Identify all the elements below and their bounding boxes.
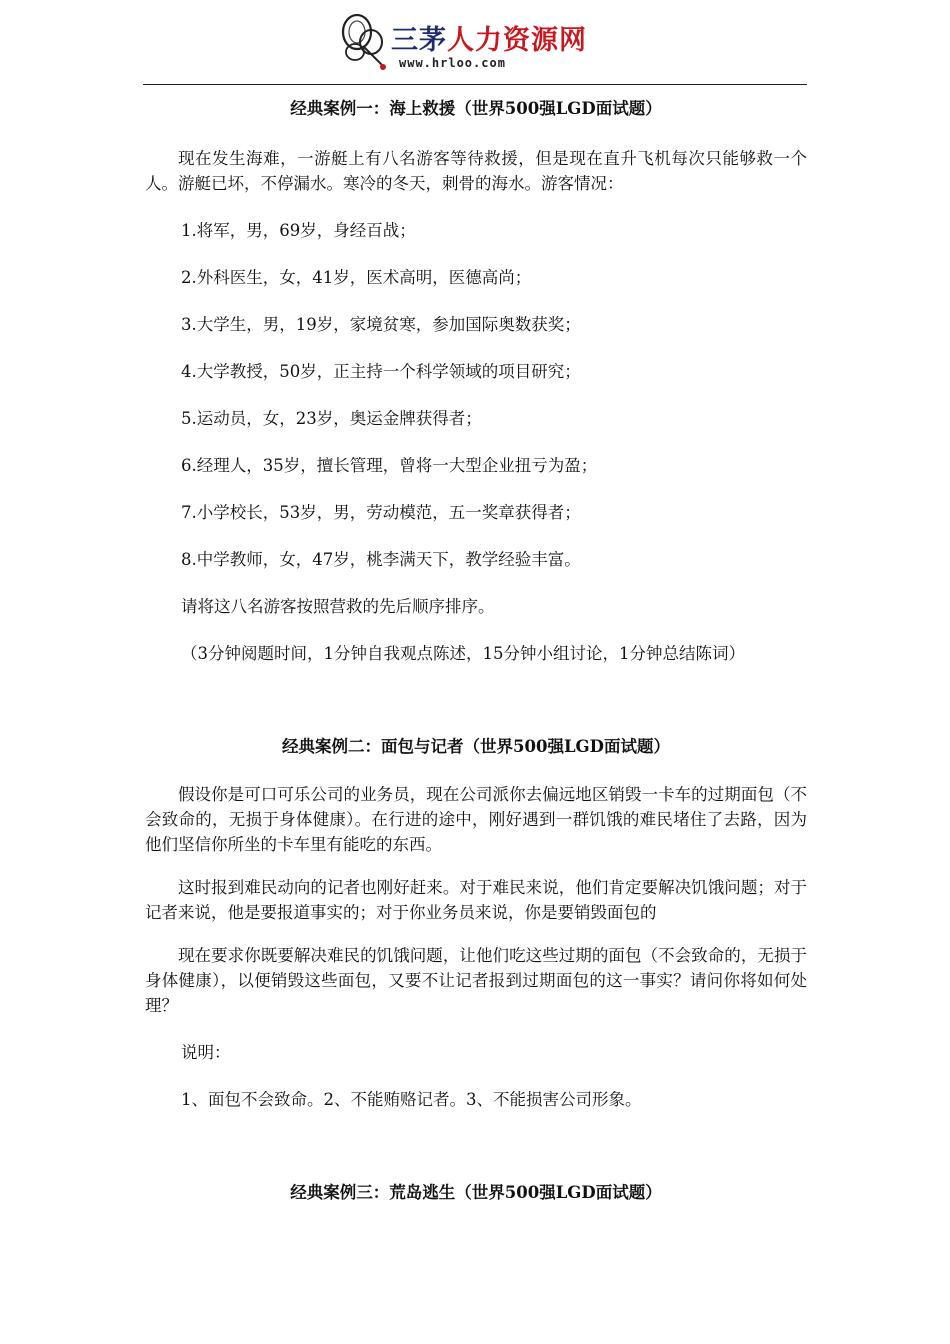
case2-note-text: 1、面包不会致命。2、不能贿赂记者。3、不能损害公司形象。: [181, 1090, 642, 1109]
logo-title: [391, 18, 587, 57]
logo-title-part2: 人力资源网: [447, 25, 587, 56]
case1-item: 5.运动员，女，23岁，奥运金牌获得者；: [181, 409, 482, 428]
header-divider: [143, 84, 807, 85]
case1-time-note: （3分钟阅题时间，1分钟自我观点陈述，15分钟小组讨论，1分钟总结陈词）: [181, 644, 745, 663]
case1-question: 请将这八名游客按照营救的先后顺序排序。: [181, 597, 495, 616]
case3-title: 经典案例三：荒岛逃生（世界500强LGD面试题）: [290, 1183, 662, 1202]
site-logo[interactable]: [335, 12, 625, 74]
case1-item: 3.大学生，男，19岁，家境贫寒，参加国际奥数获奖；: [181, 315, 581, 334]
page-header: [0, 0, 950, 86]
document-body: [145, 94, 807, 1208]
case1-title: 经典案例一：海上救援（世界500强LGD面试题）: [290, 99, 662, 118]
case1-item: 1.将军，男，69岁，身经百战；: [181, 221, 416, 240]
butterfly-icon: [335, 12, 395, 74]
case2-note-label: 说明：: [181, 1043, 231, 1062]
case1-item: 7.小学校长，53岁，男，劳动模范，五一奖章获得者；: [181, 503, 581, 522]
case1-item: 6.经理人，35岁，擅长管理，曾将一大型企业扭亏为盈；: [181, 456, 598, 475]
case2-paragraph: 现在要求你既要解决难民的饥饿问题，让他们吃这些过期的面包（不会致命的，无损于身体健康），以便销毁这些面包，又要不让记者报到过期面包的这一事实？请问你将如何处理？: [145, 946, 807, 1015]
logo-url: www.hrloo.com: [399, 56, 506, 70]
case2-paragraph: 这时报到难民动向的记者也刚好赶来。对于难民来说，他们肯定要解决饥饿问题；对于记者来说，他是要报道事实的；对于你业务员来说，你是要销毁面包的: [145, 878, 807, 922]
case1-item: 4.大学教授，50岁，正主持一个科学领域的项目研究；: [181, 362, 581, 381]
case1-item: 2.外科医生，女，41岁，医术高明，医德高尚；: [181, 268, 532, 287]
case2-title: 经典案例二：面包与记者（世界500强LGD面试题）: [282, 737, 670, 756]
case2-paragraph: 假设你是可口可乐公司的业务员，现在公司派你去偏远地区销毁一卡车的过期面包（不会致命的，无损于身体健康）。在行进的途中，刚好遇到一群饥饿的难民堵住了去路，因为他们坚信你所坐的卡车里有能吃的东西。: [145, 785, 807, 854]
case1-item: 8.中学教师，女，47岁，桃李满天下，教学经验丰富。: [181, 550, 581, 569]
logo-title-part1: 三茅: [391, 25, 447, 56]
case1-intro: 现在发生海难，一游艇上有八名游客等待救援，但是现在直升飞机每次只能够救一个人。游艇已坏，不停漏水。寒冷的冬天，刺骨的海水。游客情况：: [145, 149, 807, 193]
